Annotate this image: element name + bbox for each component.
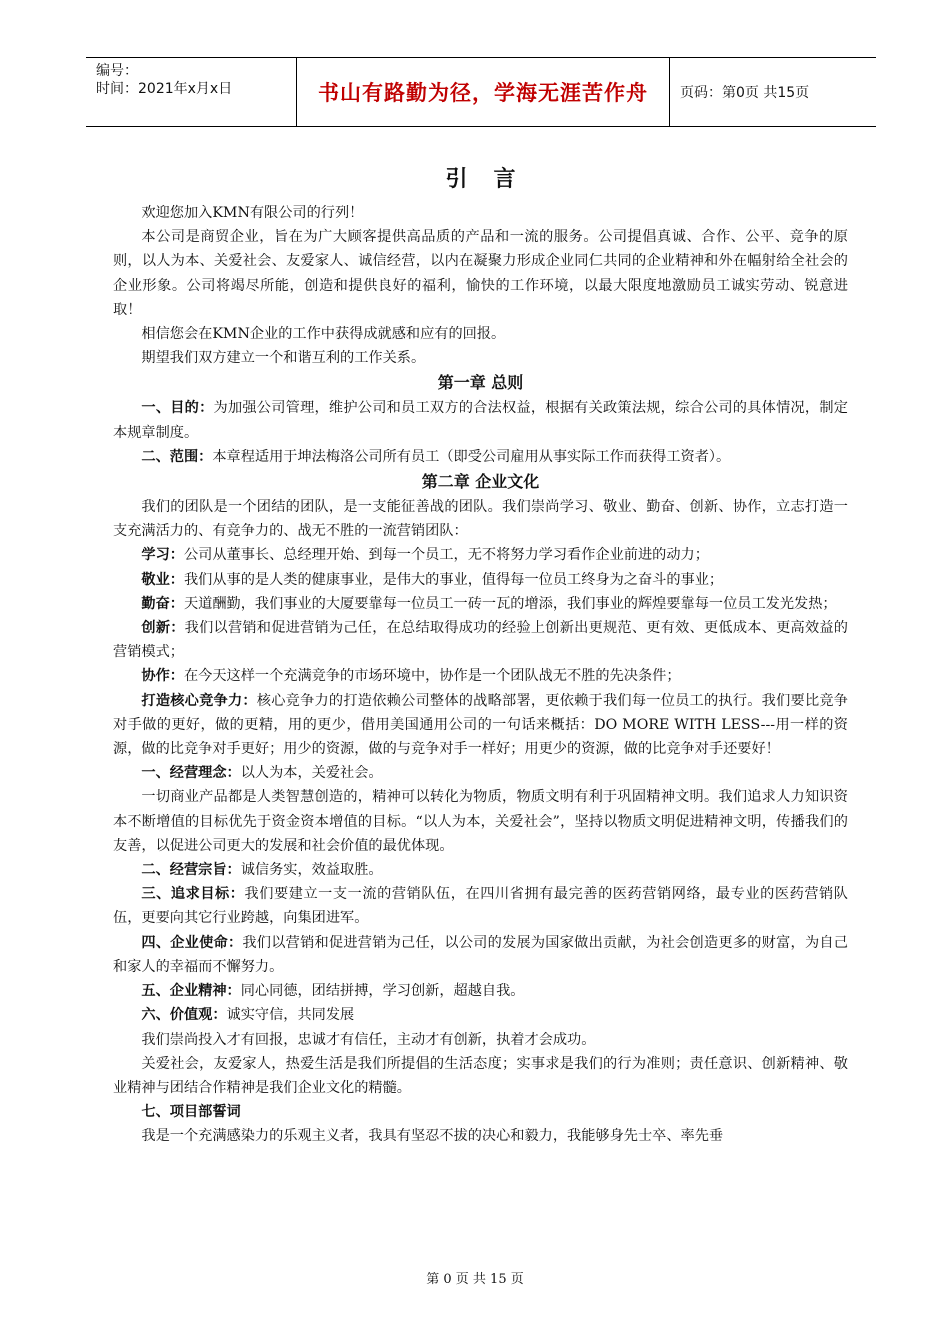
value-item [113,689,848,762]
value-label: 勤奋： [141,595,184,612]
document-body [113,165,848,1149]
value-item [113,616,848,664]
intro-paragraph: 本公司是商贸企业，旨在为广大顾客提供高品质的产品和一流的服务。公司提倡真诚、合作、公平、竞争的原则，以人为本、关爱社会、友爱家人、诚信经营，以内在凝聚力形成企业同仁共同的企业精神和外在幅射给全社会的企业形象。公司将竭尽所能，创造和提供良好的福利，愉快的工作环境，以最大限度地激励员工诚实劳动、锐意进取！ [113,229,848,318]
section-paragraph: 一切商业产品都是人类智慧创造的，精神可以转化为物质，物质文明有利于巩固精神文明。我们追求人力知识资本不断增值的目标优先于资金资本增值的目标。“以人为本，关爱社会”，坚持以物质文明促进精神文明，传播我们的友善，以促进公司更大的发展和社会价值的最优体现。 [113,789,848,854]
value-text: 天道酬勤，我们事业的大厦要靠每一位员工一砖一瓦的增添，我们事业的辉煌要靠每一位员工发光发热； [183,595,837,612]
value-label: 打造核心竞争力： [141,692,257,709]
intro-paragraph: 相信您会在KMN企业的工作中获得成就感和应有的回报。 [141,326,506,343]
value-text: 公司从董事长、总经理开始、到每一个员工，无不将努力学习看作企业前进的动力； [183,547,709,564]
section-item [113,882,848,930]
section-text: 诚实守信，共同发展 [226,1007,355,1024]
section-label: 五、企业精神： [141,983,241,1000]
value-item [113,664,848,688]
section-paragraph: 我们崇尚投入才有回报，忠诚才有信任，主动才有创新，执着才会成功。 [141,1031,596,1048]
header-motto: 书山有路勤为径，学海无涯苦作舟 [297,58,670,126]
header-page-info: 页码：第0页 共15页 [680,85,810,101]
intro-paragraph: 欢迎您加入KMN有限公司的行列！ [141,205,364,221]
section-text: 诚信务实，效益取胜。 [240,862,383,879]
section-text: 以人为本，关爱社会。 [240,765,383,782]
value-text: 我们从事的是人类的健康事业，是伟大的事业，值得每一位员工终身为之奋斗的事业； [183,571,724,588]
chapter-1-item [113,445,848,469]
value-item [113,543,848,567]
section-paragraph: 我是一个充满感染力的乐观主义者，我具有坚忍不拔的决心和毅力，我能够身先士卒、率先垂 [141,1128,724,1145]
chapter-2-opening: 我们的团队是一个团结的团队，是一支能征善战的团队。我们崇尚学习、敬业、勤奋、创新、协作，立志打造一支充满活力的、有竞争力的、战无不胜的一流营销团队： [113,499,848,540]
item-text: 为加强公司管理，维护公司和员工双方的合法权益，根据有关政策法规，综合公司的具体情况，制定本规章制度。 [113,400,848,441]
time-label: 时间：2021年x月x日 [96,81,233,97]
section-text: 同心同德，团结拼搏，学习创新，超越自我。 [240,983,525,1000]
chapter-1-item [113,396,848,444]
section-paragraph: 关爱社会，友爱家人，热爱生活是我们所提倡的生活态度；实事求是我们的行为准则；责任意识、创新精神、敬业精神与团结合作精神是我们企业文化的精髓。 [113,1055,848,1096]
page-footer: 第 0 页 共 15 页 [426,1272,524,1287]
intro-paragraph: 期望我们双方建立一个和谐互利的工作关系。 [141,350,426,367]
section-item [113,761,848,785]
value-text: 我们以营销和促进营销为己任，在总结取得成功的经验上创新出更规范、更有效、更低成本、更高效益的营销模式； [113,620,848,661]
section-label: 三、追求目标： [141,886,245,903]
value-label: 协作： [141,668,184,685]
chapter-2-title: 第二章 企业文化 [421,472,540,492]
value-label: 学习： [141,547,184,564]
value-item [113,568,848,592]
section-item [113,858,848,882]
section-item [113,931,848,979]
section-label: 二、经营宗旨： [141,862,241,879]
value-item [113,592,848,616]
number-label: 编号： [96,63,138,79]
section-label: 一、经营理念： [141,765,241,782]
section-text: 我们要建立一支一流的营销队伍，在四川省拥有最完善的医药营销网络，最专业的医药营销队伍，更要向其它行业跨越，向集团进军。 [113,886,848,927]
header-meta [86,58,297,126]
section-label: 七、项目部誓词 [141,1104,241,1121]
section-label: 六、价值观： [141,1007,227,1024]
section-label: 四、企业使命： [141,934,243,951]
value-text: 在今天这样一个充满竞争的市场环境中，协作是一个团队战无不胜的先决条件； [183,668,681,685]
section-item [113,1100,848,1124]
item-label: 一、目的： [141,400,214,417]
section-item [113,1003,848,1027]
value-text: 核心竞争力的打造依赖公司整体的战略部署，更依赖于我们每一位员工的执行。我们要比竞争对手做的更好，做的更精，用的更少，借用美国通用公司的一句话来概括：DO MORE WITH LESS---用一样的资源，做的比竞争对手更好；用少的资源，做的与竞争对手一样好；用更少的资源，做的比竞争对手还要好！ [113,692,848,758]
item-label: 二、范围： [141,448,213,465]
value-label: 创新： [141,620,185,637]
value-label: 敬业： [141,571,184,588]
chapter-1-title: 第一章 总则 [437,373,524,393]
item-text: 本章程适用于坤法梅洛公司所有员工（即受公司雇用从事实际工作而获得工资者）。 [212,448,731,465]
section-text: 我们以营销和促进营销为己任，以公司的发展为国家做出贡献，为社会创造更多的财富，为自己和家人的幸福而不懈努力。 [113,934,848,975]
section-item [113,979,848,1003]
header-table [86,57,876,127]
page-title: 引言 [445,167,542,192]
